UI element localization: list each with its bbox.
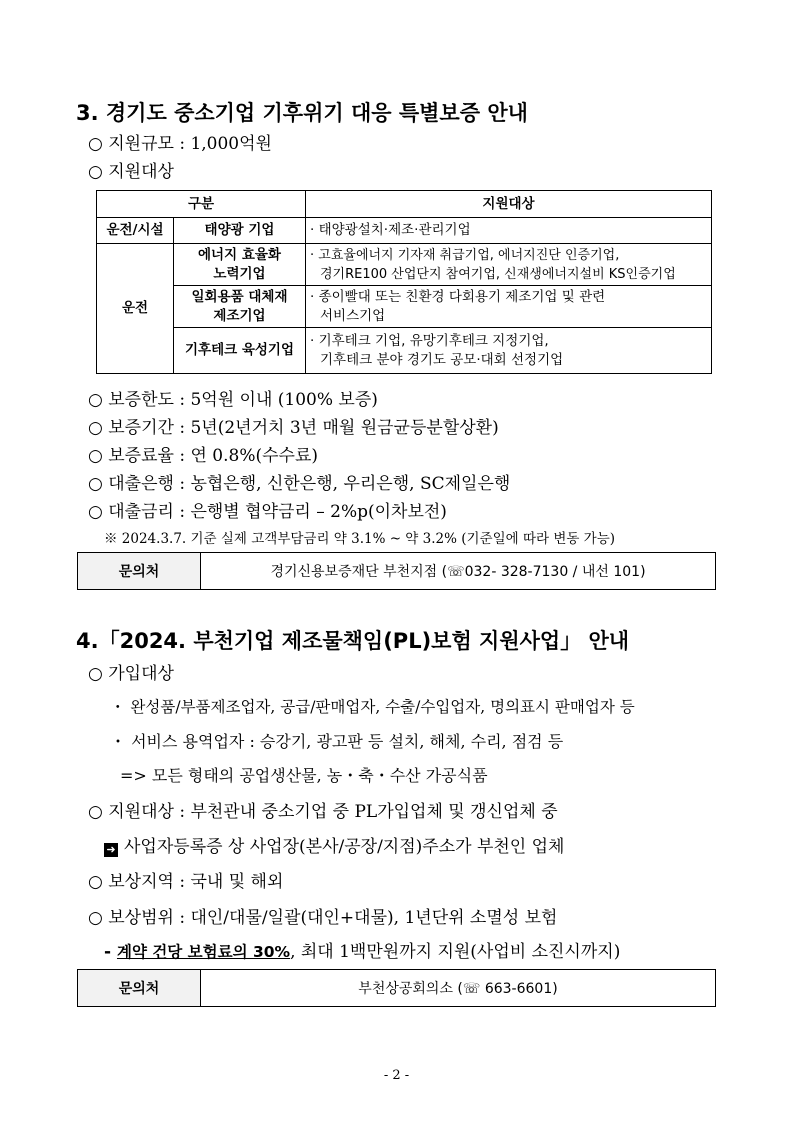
desc-line1: · 고효율에너지 기자재 취급기업, 에너지진단 인증기업, bbox=[310, 247, 620, 263]
table-cell-subcategory: 기후테크 육성기업 bbox=[174, 328, 306, 374]
section3-target-label: ○ 지원대상 bbox=[88, 162, 174, 182]
table-header-target: 지원대상 bbox=[306, 191, 712, 218]
pl-target-detail: 사업자등록증 상 사업장(본사/공장/지점)주소가 부천인 업체 bbox=[124, 837, 565, 857]
join-target-label: ○ 가입대상 bbox=[88, 664, 174, 684]
contact-label: 문의처 bbox=[78, 553, 201, 590]
guarantee-limit: ○ 보증한도 : 5억원 이내 (100% 보증) bbox=[88, 390, 378, 410]
desc-line1: · 종이빨대 또는 친환경 다회용기 제조기업 및 관련 bbox=[310, 288, 606, 305]
desc-line1: · 기후테크 기업, 유망기후테크 지정기업, bbox=[310, 332, 549, 349]
contact-value: 경기신용보증재단 부천지점 (☏032- 328-7130 / 내선 101) bbox=[201, 553, 716, 590]
table-cell-desc bbox=[306, 244, 712, 286]
subcategory-line1: 일회용품 대체재 bbox=[191, 288, 288, 305]
desc-line2: 서비스기업 bbox=[320, 307, 386, 324]
support-emphasis: 계약 건당 보험료의 30% bbox=[116, 943, 291, 961]
table-cell-category: 운전/시설 bbox=[97, 218, 174, 244]
section4-title: 4.「2024. 부천기업 제조물책임(PL)보험 지원사업」 안내 bbox=[76, 629, 630, 653]
section3-title: 3. 경기도 중소기업 기후위기 대응 특별보증 안내 bbox=[76, 101, 528, 125]
subcategory-line2: 노력기업 bbox=[213, 265, 266, 282]
join-bullet-services: ・ 서비스 용역업자 : 승강기, 광고판 등 설치, 해체, 수리, 점검 등 bbox=[110, 732, 564, 751]
support-target-table bbox=[96, 190, 712, 374]
table-cell-subcategory bbox=[174, 286, 306, 328]
support-rest: , 최대 1백만원까지 지원(사업비 소진시까지) bbox=[290, 942, 621, 962]
arrow-right-icon: ➜ bbox=[104, 843, 118, 857]
pl-support-target: ○ 지원대상 : 부천관내 중소기업 중 PL가입업체 및 갱신업체 중 bbox=[88, 802, 558, 822]
table-cell-desc: · 태양광설치·제조·관리기업 bbox=[306, 218, 712, 244]
table-cell-desc bbox=[306, 328, 712, 374]
contact-box-pl bbox=[77, 969, 716, 1007]
table-header-category: 구분 bbox=[97, 191, 306, 218]
join-bullet-products: => 모든 형태의 공업생산물, 농・축・수산 가공식품 bbox=[120, 766, 488, 785]
table-cell-desc bbox=[306, 286, 712, 328]
table-cell-group: 운전 bbox=[97, 244, 174, 374]
subcategory-line2: 제조기업 bbox=[213, 307, 266, 324]
coverage-range: ○ 보상범위 : 대인/대물/일괄(대인+대물), 1년단위 소멸성 보험 bbox=[88, 908, 558, 928]
table-cell-subcategory bbox=[174, 244, 306, 286]
desc-line2: 기후테크 분야 경기도 공모·대회 선정기업 bbox=[320, 351, 564, 368]
contact-box-guarantee bbox=[77, 552, 716, 590]
join-bullet-manufacturers: ・ 완성품/부품제조업자, 공급/판매업자, 수출/수입업자, 명의표시 판매업자 등 bbox=[110, 698, 635, 716]
contact-value: 부천상공회의소 (☏ 663-6601) bbox=[201, 970, 716, 1007]
pl-target-detail-row bbox=[104, 832, 564, 857]
coverage-region: ○ 보상지역 : 국내 및 해외 bbox=[88, 872, 284, 892]
desc-line2: 경기RE100 산업단지 참여기업, 신재생에너지설비 KS인증기업 bbox=[320, 266, 676, 282]
table-cell-subcategory: 태양광 기업 bbox=[174, 218, 306, 244]
page-number: - 2 - bbox=[383, 1068, 410, 1083]
rate-note: ※ 2024.3.7. 기준 실제 고객부담금리 약 3.1% ~ 약 3.2% (기준일에 따라 변동 가능) bbox=[104, 531, 616, 547]
guarantee-fee: ○ 보증료율 : 연 0.8%(수수료) bbox=[88, 446, 319, 466]
subcategory-line1: 에너지 효율화 bbox=[198, 246, 281, 263]
guarantee-period: ○ 보증기간 : 5년(2년거치 3년 매월 원금균등분할상환) bbox=[88, 418, 499, 438]
support-amount bbox=[104, 937, 620, 962]
contact-label: 문의처 bbox=[78, 970, 201, 1007]
section3-scale: ○ 지원규모 : 1,000억원 bbox=[88, 134, 272, 154]
loan-rate: ○ 대출금리 : 은행별 협약금리 – 2%p(이차보전) bbox=[88, 502, 447, 522]
support-dash: - bbox=[104, 942, 117, 962]
loan-banks: ○ 대출은행 : 농협은행, 신한은행, 우리은행, SC제일은행 bbox=[88, 474, 511, 494]
